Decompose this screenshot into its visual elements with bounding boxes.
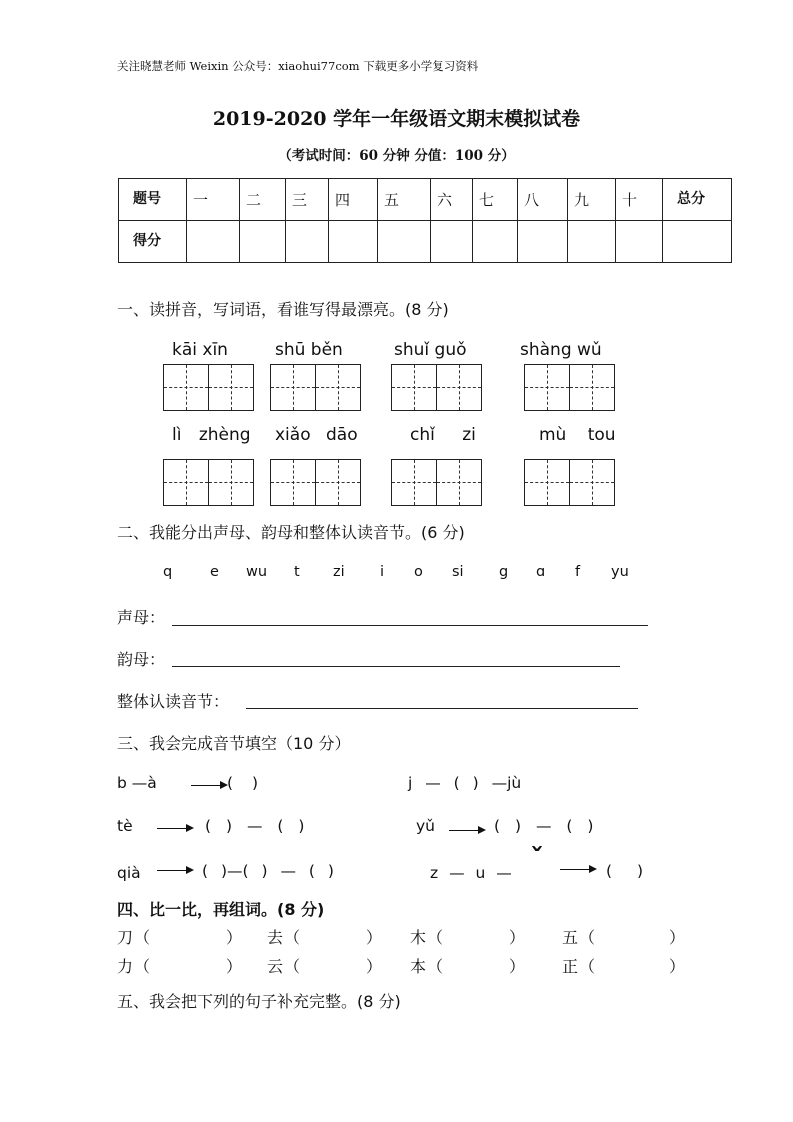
letter: t (294, 564, 300, 580)
paren-close: ） (226, 957, 243, 976)
pinyin-word: shuǐ guǒ (394, 340, 467, 360)
column-header: 八 (518, 179, 568, 221)
letter: q (163, 564, 173, 580)
letter: i (380, 564, 385, 580)
paren-close: ） (366, 928, 383, 947)
score-cell[interactable] (663, 221, 732, 263)
letter: g (499, 564, 509, 580)
column-header: 七 (473, 179, 518, 221)
letter: f (575, 564, 581, 580)
score-cell[interactable] (240, 221, 286, 263)
paren-close: ） (509, 957, 526, 976)
section2-heading: 二、我能分出声母、韵母和整体认读音节。(6 分) (117, 523, 465, 542)
total-header: 总分 (663, 179, 732, 221)
arrow-icon (449, 830, 483, 831)
syllable-blank[interactable]: ( ) (227, 774, 259, 792)
arrow-icon (560, 869, 594, 870)
paren-open: （ (427, 928, 444, 947)
score-cell[interactable] (187, 221, 240, 263)
score-cell[interactable] (518, 221, 568, 263)
paren-close: ） (669, 928, 686, 947)
compare-char: 五 (562, 928, 579, 947)
score-table-score-row (119, 221, 732, 263)
letter: ɑ (536, 564, 546, 580)
paren-open: （ (284, 928, 301, 947)
column-header: 五 (378, 179, 431, 221)
score-cell[interactable] (329, 221, 378, 263)
pinyin-word: kāi xīn (172, 340, 228, 360)
letter: zi (333, 564, 345, 580)
section5-heading: 五、我会把下列的句子补充完整。(8 分) (117, 992, 401, 1011)
score-cell[interactable] (616, 221, 663, 263)
tone-mark: ˇ (530, 842, 544, 875)
column-header: 四 (329, 179, 378, 221)
column-header: 十 (616, 179, 663, 221)
column-header: 一 (187, 179, 240, 221)
syllable-part: yǔ (416, 817, 435, 835)
question-number-header: 题号 (119, 179, 187, 221)
score-cell[interactable] (286, 221, 329, 263)
paren-open: （ (579, 957, 596, 976)
arrow-icon (191, 785, 225, 786)
whole-syllables-answer-line[interactable] (246, 708, 638, 709)
syllable-part: tè (117, 817, 133, 835)
score-cell[interactable] (473, 221, 518, 263)
paren-close: ） (366, 957, 383, 976)
paren-open: （ (284, 957, 301, 976)
writing-grid[interactable] (163, 364, 254, 411)
writing-grid[interactable] (391, 364, 482, 411)
letter: yu (611, 564, 629, 580)
compare-char: 木 (410, 928, 427, 947)
initials-answer-line[interactable] (172, 625, 648, 626)
section4-heading: 四、比一比，再组词。(8 分) (117, 900, 325, 919)
page-title: 2019-2020 学年一年级语文期末模拟试卷 (212, 108, 581, 130)
writing-grid[interactable] (270, 364, 361, 411)
exam-subtitle: （考试时间：60 分钟 分值：100 分） (278, 148, 515, 164)
score-cell[interactable] (568, 221, 616, 263)
letter: si (452, 564, 464, 580)
pinyin-word: shū běn (275, 340, 343, 360)
syllable-blank[interactable]: ( ) — ( ) (205, 817, 305, 835)
score-header: 得分 (119, 221, 187, 263)
compare-char: 去 (267, 928, 284, 947)
score-table-header-row (119, 179, 732, 221)
writing-grid[interactable] (524, 459, 615, 506)
writing-grid[interactable] (163, 459, 254, 506)
letter: wu (246, 564, 268, 580)
letter: o (414, 564, 423, 580)
syllable-part: b —à (117, 774, 157, 792)
paren-close: ） (509, 928, 526, 947)
pinyin-word: shàng wǔ (520, 340, 602, 360)
score-cell[interactable] (378, 221, 431, 263)
section3-heading: 三、我会完成音节填空（10 分） (117, 734, 351, 753)
compare-char: 正 (562, 957, 579, 976)
paren-open: （ (134, 957, 151, 976)
compare-char: 本 (410, 957, 427, 976)
syllable-part: z — u — (430, 864, 512, 882)
arrow-icon (157, 828, 191, 829)
score-table (118, 178, 732, 263)
initials-label: 声母： (117, 608, 166, 627)
column-header: 九 (568, 179, 616, 221)
syllable-blank[interactable]: ( ) (606, 862, 644, 880)
column-header: 三 (286, 179, 329, 221)
finals-answer-line[interactable] (172, 666, 620, 667)
syllable-part: qià (117, 864, 141, 882)
header-note: 关注晓慧老师 Weixin 公众号：xiaohui77com 下载更多小学复习资料 (117, 59, 479, 73)
whole-syllables-label: 整体认读音节： (117, 692, 230, 711)
pinyin-word: mù tou (539, 425, 616, 445)
section1-heading: 一、读拼音，写词语，看谁写得最漂亮。(8 分) (117, 300, 449, 319)
pinyin-word: xiǎo dāo (275, 425, 358, 445)
paren-open: （ (134, 928, 151, 947)
finals-label: 韵母： (117, 650, 166, 669)
syllable-blank[interactable]: ( ) — ( ) (494, 817, 594, 835)
writing-grid[interactable] (270, 459, 361, 506)
column-header: 二 (240, 179, 286, 221)
pinyin-word: lì zhèng (172, 425, 251, 445)
syllable-row[interactable]: j — ( ) —jù (408, 774, 522, 792)
compare-char: 刀 (117, 928, 134, 947)
arrow-icon (157, 870, 191, 871)
writing-grid[interactable] (391, 459, 482, 506)
writing-grid[interactable] (524, 364, 615, 411)
compare-char: 云 (267, 957, 284, 976)
paren-open: （ (579, 928, 596, 947)
column-header: 六 (431, 179, 473, 221)
paren-open: （ (427, 957, 444, 976)
paren-close: ） (226, 928, 243, 947)
syllable-blank[interactable]: ( )—( ) — ( ) (202, 862, 334, 880)
pinyin-word: chǐ zi (410, 425, 476, 445)
letter: e (210, 564, 219, 580)
paren-close: ） (669, 957, 686, 976)
compare-char: 力 (117, 957, 134, 976)
score-cell[interactable] (431, 221, 473, 263)
